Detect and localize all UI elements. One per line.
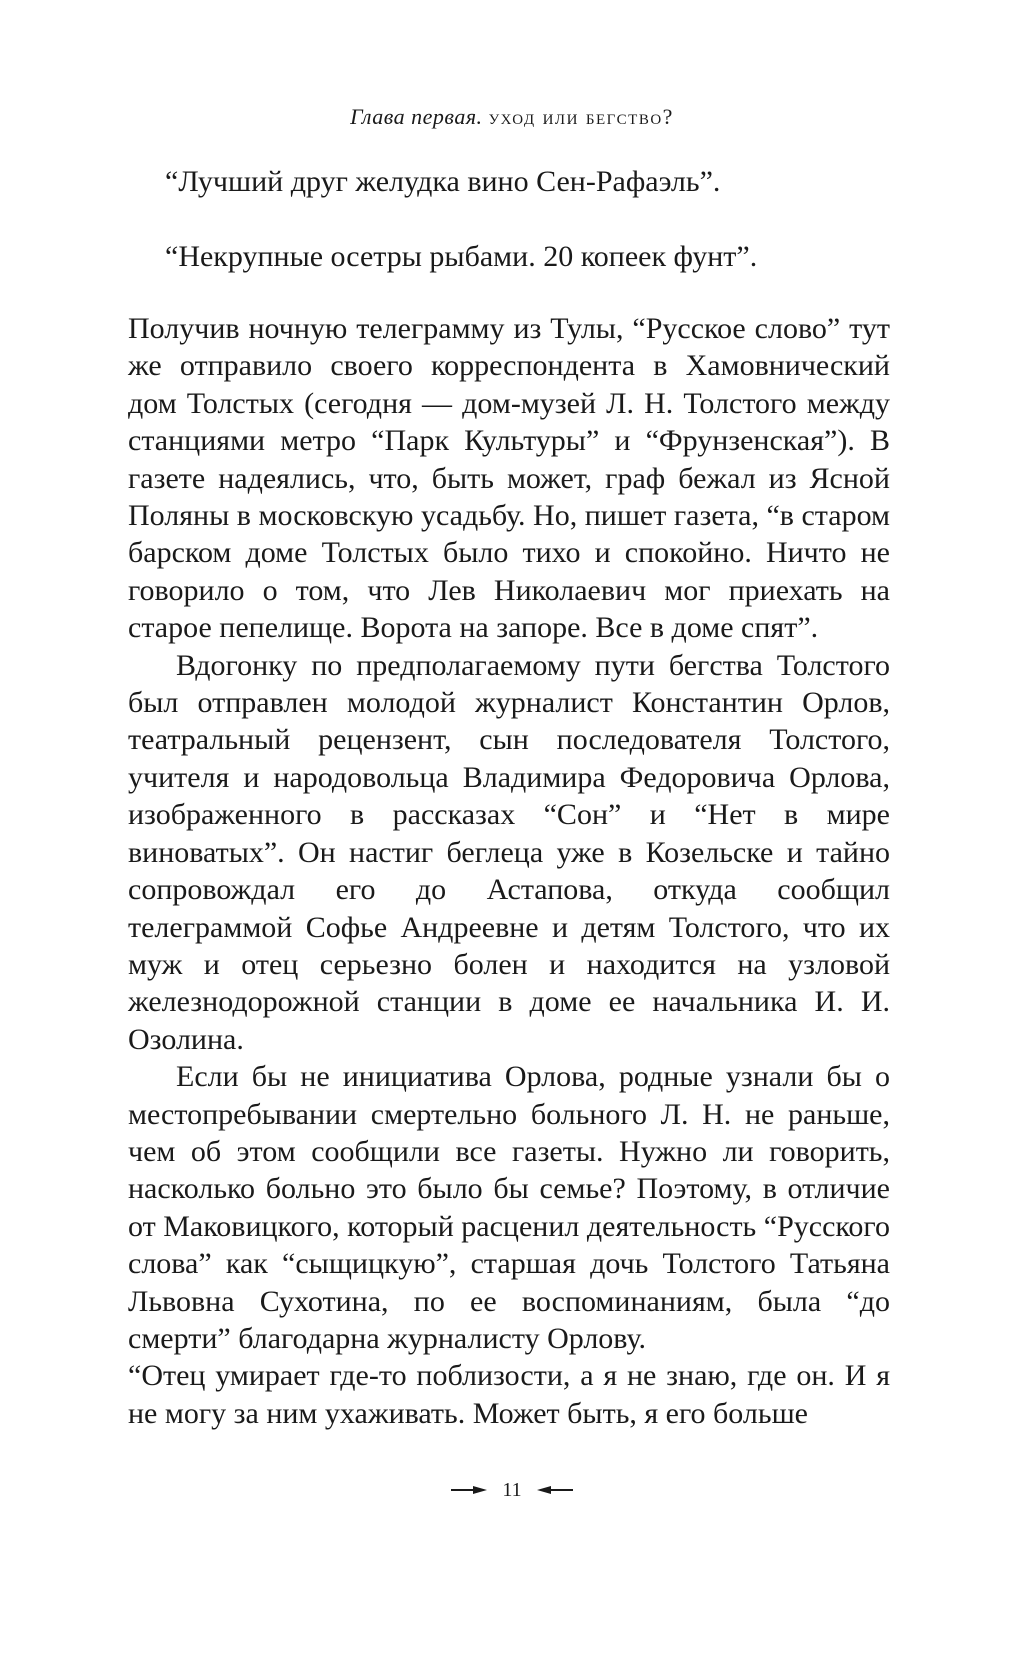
page-number: 11 <box>502 1478 522 1501</box>
ornament-right-icon <box>535 1485 575 1495</box>
chapter-title: уход или бегство? <box>488 104 674 129</box>
running-head <box>0 104 1024 130</box>
body-text <box>128 310 890 1432</box>
quoted-ad-line: “Некрупные осетры рыбами. 20 копеек фунт”. <box>165 240 758 273</box>
chapter-label: Глава первая. <box>350 104 483 129</box>
paragraph: Если бы не инициатива Орлова, родные узнали бы о местопребывании смертельно больного Л. Н. не раньше, чем об этом сообщили все газеты. Нужно ли говорить, насколько больно это было бы семье? Поэтому, в отличие от Маковицкого, который расценил деятельность “Русского слова” как “сыщицкую”, старшая дочь Толстого Татьяна Львовна Сухотина, по ее воспоминаниям, была “до смерти” благодарна журналисту Орлову. <box>128 1060 890 1355</box>
quoted-ad-line: “Лучший друг желудка вино Сен-Рафаэль”. <box>165 165 721 198</box>
paragraph: Вдогонку по предполагаемому пути бегства Толстого был отправлен молодой журналист Константин Орлов, театральный рецензент, сын последователя Толстого, учителя и народовольца Владимира Федоровича Орлова, изображенного в рассказах “Сон” и “Нет в мире виноватых”. Он настиг беглеца уже в Козельске и тайно сопровождал его до Астапова, откуда сообщил телеграммой Софье Андреевне и детям Толстого, что их муж и отец серьезно болен и находится на узловой железнодорожной станции в доме ее начальника И. И. Озолина. <box>128 648 890 1056</box>
paragraph: Получив ночную телеграмму из Тулы, “Русское слово” тут же отправило своего корреспондента в Хамовнический дом Толстых (сегодня — дом-музей Л. Н. Толстого между станциями метро “Парк Культуры” и “Фрунзенская”). В газете надеялись, что, быть может, граф бежал из Ясной Поляны в московскую усадьбу. Но, пишет газета, “в старом барском доме Толстых было тихо и спокойно. Ничто не говорило о том, что Лев Николаевич мог приехать на старое пепелище. Ворота на запоре. Все в доме спят”. <box>128 312 890 645</box>
ornament-left-icon <box>449 1485 489 1495</box>
page-footer <box>0 1478 1024 1502</box>
paragraph: “Отец умирает где-то поблизости, а я не знаю, где он. И я не могу за ним ухаживать. Может быть, я его больше <box>128 1359 890 1430</box>
